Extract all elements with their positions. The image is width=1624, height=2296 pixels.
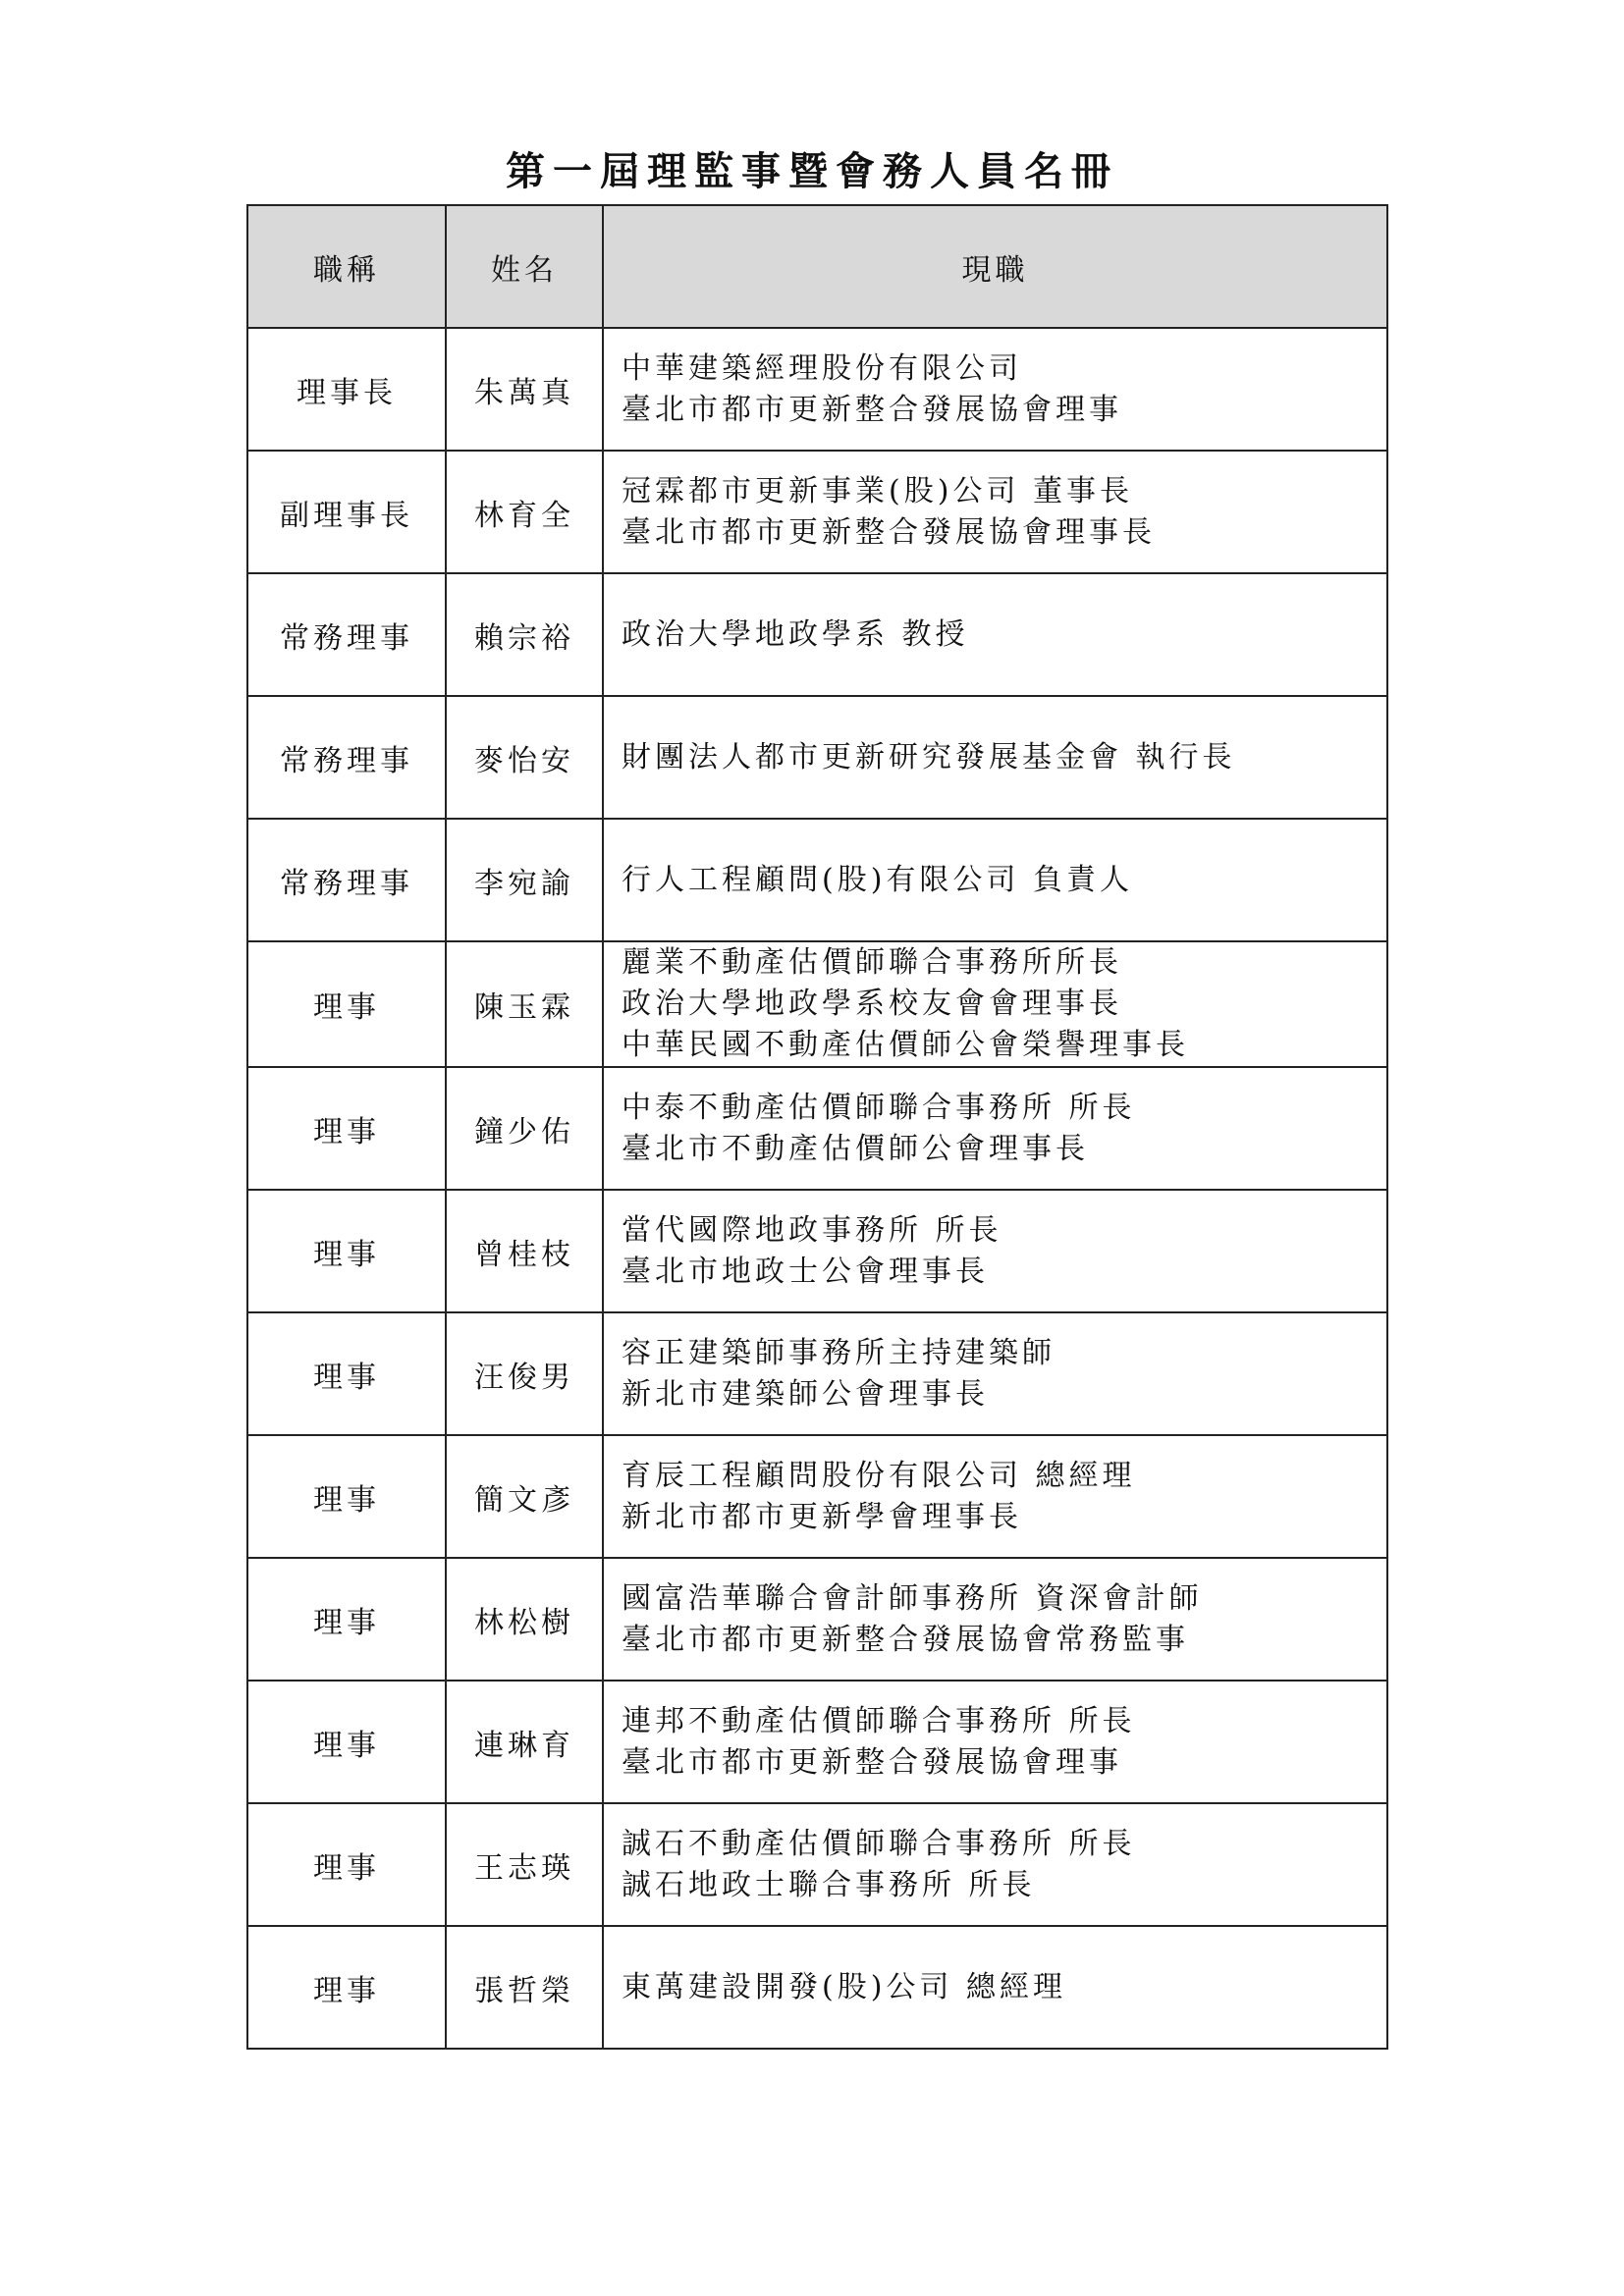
- member-name: 朱萬真: [446, 328, 603, 451]
- member-title: 常務理事: [247, 573, 446, 696]
- table-row: [247, 696, 1387, 819]
- member-positions: [603, 1312, 1387, 1435]
- member-positions: [603, 1067, 1387, 1190]
- member-positions: [603, 328, 1387, 451]
- member-name: 林育全: [446, 451, 603, 573]
- table-row: [247, 1681, 1387, 1803]
- position-line: 中華民國不動產估價師公會榮譽理事長: [622, 1028, 1189, 1062]
- page-title: 第一屆理監事暨會務人員名冊: [506, 147, 1118, 194]
- member-positions: [603, 1435, 1387, 1558]
- roster-table: [246, 204, 1388, 2050]
- member-name: 曾桂枝: [446, 1190, 603, 1312]
- member-positions: [603, 1926, 1387, 2049]
- member-title: 理事: [247, 1312, 446, 1435]
- position-line: 容正建築師事務所主持建築師: [622, 1335, 1056, 1370]
- member-title: 常務理事: [247, 696, 446, 819]
- table-row: [247, 1803, 1387, 1926]
- table-header-row: [247, 205, 1387, 328]
- column-header-positions: 現職: [603, 205, 1387, 328]
- position-line: 政治大學地政學系 教授: [622, 616, 969, 652]
- table-row: [247, 819, 1387, 941]
- member-name: 李宛諭: [446, 819, 603, 941]
- member-title: 理事長: [247, 328, 446, 451]
- member-name: 林松樹: [446, 1558, 603, 1681]
- position-line: 國富浩華聯合會計師事務所 資深會計師: [622, 1580, 1203, 1616]
- roster-body: [247, 328, 1387, 2049]
- position-line: 麗業不動產估價師聯合事務所所長: [622, 945, 1122, 980]
- position-line: 中泰不動產估價師聯合事務所 所長: [622, 1090, 1136, 1125]
- table-row: [247, 1312, 1387, 1435]
- table-row: [247, 451, 1387, 573]
- position-line: 誠石不動產估價師聯合事務所 所長: [622, 1826, 1136, 1861]
- member-title: 理事: [247, 1558, 446, 1681]
- position-line: 新北市建築師公會理事長: [622, 1376, 989, 1412]
- member-positions: [603, 573, 1387, 696]
- table-row: [247, 1190, 1387, 1312]
- member-positions: [603, 941, 1387, 1067]
- position-line: 行人工程顧問(股)有限公司 負責人: [622, 862, 1133, 897]
- column-header-name: 姓名: [446, 205, 603, 328]
- member-title: 常務理事: [247, 819, 446, 941]
- position-line: 誠石地政士聯合事務所 所長: [622, 1867, 1036, 1902]
- position-line: 育辰工程顧問股份有限公司 總經理: [622, 1458, 1136, 1493]
- member-positions: [603, 1190, 1387, 1312]
- table-row: [247, 1435, 1387, 1558]
- member-title: 理事: [247, 941, 446, 1067]
- member-title: 理事: [247, 1190, 446, 1312]
- position-line: 冠霖都市更新事業(股)公司 董事長: [622, 473, 1133, 508]
- member-title: 副理事長: [247, 451, 446, 573]
- member-title: 理事: [247, 1067, 446, 1190]
- member-positions: [603, 1558, 1387, 1681]
- member-title: 理事: [247, 1803, 446, 1926]
- column-header-title: 職稱: [247, 205, 446, 328]
- table-row: [247, 1067, 1387, 1190]
- position-line: 財團法人都市更新研究發展基金會 執行長: [622, 739, 1236, 774]
- table-row: [247, 1558, 1387, 1681]
- position-line: 政治大學地政學系校友會會理事長: [622, 987, 1122, 1021]
- position-line: 臺北市都市更新整合發展協會理事: [622, 1744, 1122, 1780]
- position-line: 當代國際地政事務所 所長: [622, 1212, 1002, 1248]
- position-line: 新北市都市更新學會理事長: [622, 1499, 1022, 1534]
- member-positions: [603, 696, 1387, 819]
- position-line: 臺北市地政士公會理事長: [622, 1254, 989, 1289]
- member-title: 理事: [247, 1926, 446, 2049]
- member-title: 理事: [247, 1681, 446, 1803]
- position-line: 臺北市都市更新整合發展協會理事長: [622, 514, 1156, 550]
- member-name: 連琳育: [446, 1681, 603, 1803]
- member-name: 簡文彥: [446, 1435, 603, 1558]
- position-line: 東萬建設開發(股)公司 總經理: [622, 1969, 1066, 2004]
- member-name: 麥怡安: [446, 696, 603, 819]
- member-positions: [603, 1803, 1387, 1926]
- member-name: 汪俊男: [446, 1312, 603, 1435]
- member-name: 張哲榮: [446, 1926, 603, 2049]
- position-line: 臺北市不動產估價師公會理事長: [622, 1131, 1089, 1166]
- position-line: 連邦不動產估價師聯合事務所 所長: [622, 1703, 1136, 1738]
- member-positions: [603, 819, 1387, 941]
- member-positions: [603, 451, 1387, 573]
- member-positions: [603, 1681, 1387, 1803]
- table-row: [247, 573, 1387, 696]
- member-name: 鐘少佑: [446, 1067, 603, 1190]
- member-name: 王志瑛: [446, 1803, 603, 1926]
- table-row: [247, 941, 1387, 1067]
- position-line: 中華建築經理股份有限公司: [622, 350, 1022, 386]
- member-name: 賴宗裕: [446, 573, 603, 696]
- member-name: 陳玉霖: [446, 941, 603, 1067]
- table-row: [247, 1926, 1387, 2049]
- position-line: 臺北市都市更新整合發展協會理事: [622, 392, 1122, 427]
- position-line: 臺北市都市更新整合發展協會常務監事: [622, 1622, 1189, 1657]
- member-title: 理事: [247, 1435, 446, 1558]
- table-row: [247, 328, 1387, 451]
